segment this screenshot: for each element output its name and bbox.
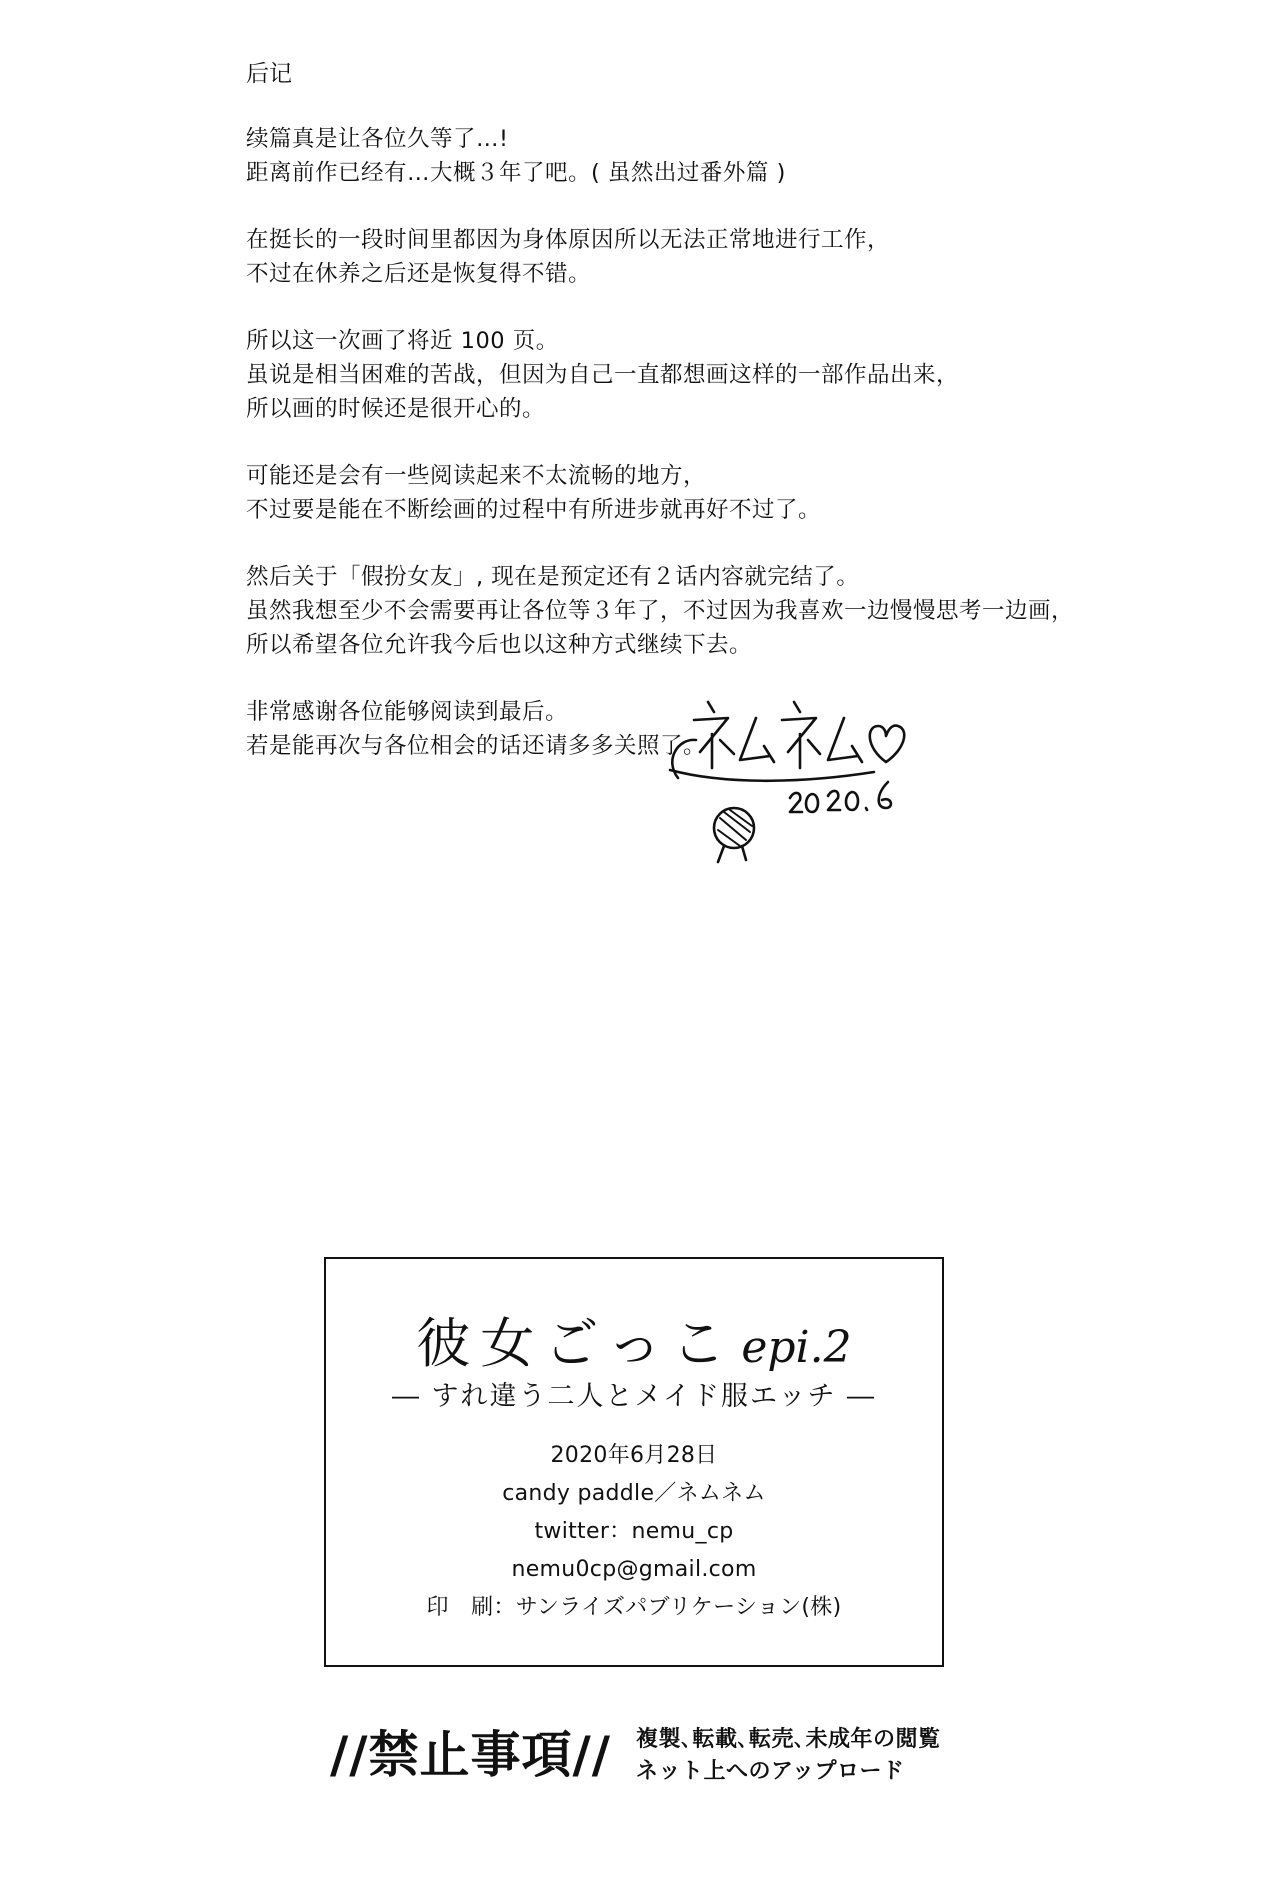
contact-email: nemu0cp@gmail.com — [511, 1557, 757, 1582]
text-line: 所以这一次画了将近 100 页。 — [246, 328, 559, 354]
paragraph — [246, 560, 1106, 662]
text-line: 所以希望各位允许我今后也以这种方式继续下去。 — [246, 632, 753, 658]
author-signature — [660, 690, 920, 870]
paragraph — [246, 324, 1106, 426]
text-line: 不过要是能在不断绘画的过程中有所进步就再好不过了。 — [246, 497, 822, 523]
text-line: 续篇真是让各位久等了…! — [246, 126, 509, 152]
text-line: 虽说是相当困难的苦战，但因为自己一直都想画这样的一部作品出来， — [246, 362, 960, 388]
prohibited-notice — [330, 1718, 970, 1808]
text-line: 不过在休养之后还是恢复得不错。 — [246, 261, 592, 287]
text-line: 虽然我想至少不会需要再让各位等３年了，不过因为我喜欢一边慢慢思考一边画， — [246, 598, 1075, 624]
prohibited-line: ネット上へのアップロード — [636, 1759, 905, 1784]
text-line: 若是能再次与各位相会的话还请多多关照了。 — [246, 733, 707, 759]
afterword-title: 后记 — [246, 61, 292, 87]
colophon-info — [326, 1437, 942, 1627]
book-title-text: 彼女ごっこ — [416, 1312, 736, 1375]
prohibited-label: //禁止事項// — [330, 1726, 612, 1784]
twitter-handle: twitter：nemu_cp — [534, 1519, 734, 1544]
paragraph — [246, 223, 1106, 291]
printer-info: 印 刷：サンライズパブリケーション(株) — [426, 1595, 842, 1620]
paragraph — [246, 459, 1106, 527]
book-episode: epi.2 — [741, 1322, 852, 1373]
circle-name: candy paddle／ネムネム — [502, 1481, 766, 1506]
text-line: 可能还是会有一些阅读起来不太流畅的地方， — [246, 463, 707, 489]
afterword — [246, 58, 1106, 796]
text-line: 所以画的时候还是很开心的。 — [246, 396, 546, 422]
publish-date: 2020年6月28日 — [550, 1443, 718, 1468]
prohibited-items — [636, 1724, 941, 1788]
text-line: 在挺长的一段时间里都因为身体原因所以无法正常地进行工作， — [246, 227, 891, 253]
colophon-box — [324, 1257, 944, 1667]
book-subtitle: ― すれ違う二人とメイド服エッチ ― — [391, 1381, 877, 1412]
text-line: 距离前作已经有…大概３年了吧。( 虽然出过番外篇 ) — [246, 160, 786, 186]
text-line: 非常感谢各位能够阅读到最后。 — [246, 699, 569, 725]
paragraph — [246, 122, 1106, 190]
text-line: 然后关于「假扮女友」, 现在是预定还有２话内容就完结了。 — [246, 564, 860, 590]
book-title — [326, 1309, 942, 1383]
prohibited-line: 複製､転載､転売､未成年の閲覧 — [636, 1727, 941, 1752]
